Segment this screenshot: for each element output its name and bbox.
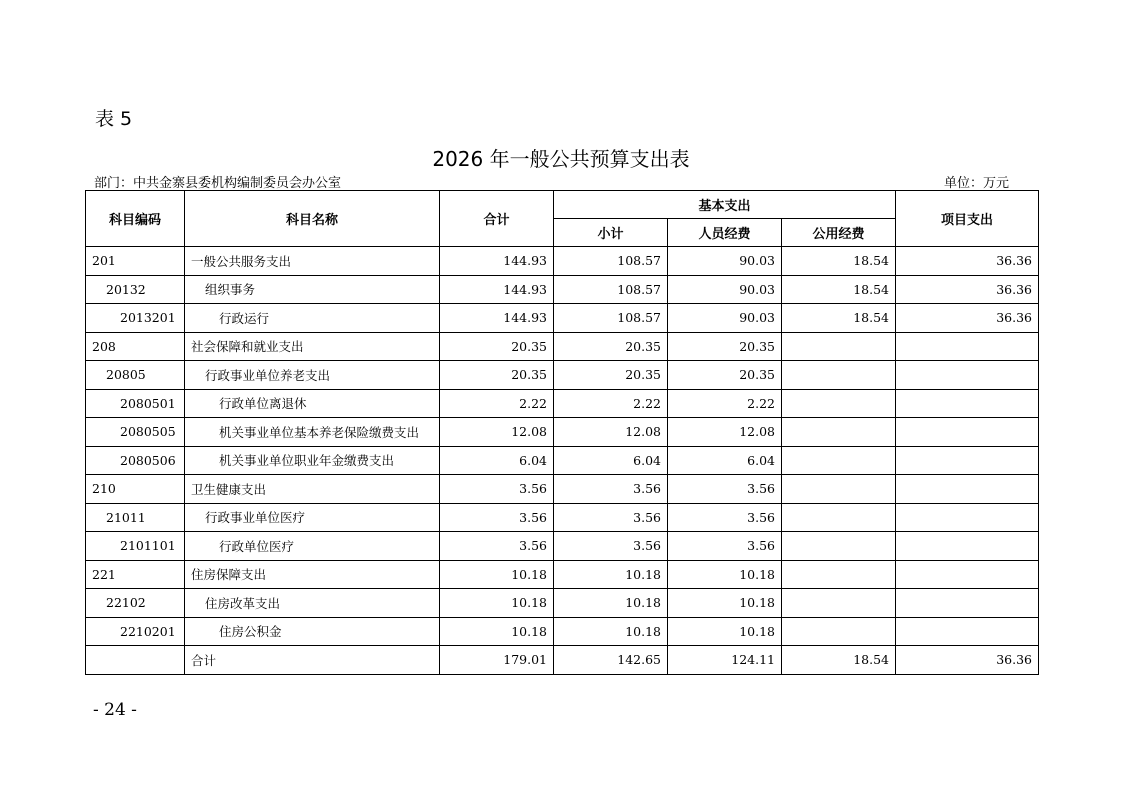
cell-personnel: 6.04 (668, 446, 782, 475)
cell-total: 12.08 (440, 418, 554, 447)
cell-personnel: 20.35 (668, 332, 782, 361)
table-row (86, 560, 1039, 589)
cell-code: 201 (86, 247, 185, 276)
cell-personnel: 10.18 (668, 589, 782, 618)
page-number: - 24 - (93, 700, 137, 720)
cell-code: 208 (86, 332, 185, 361)
cell-subtotal: 108.57 (554, 304, 668, 333)
cell-total: 144.93 (440, 275, 554, 304)
cell-total: 20.35 (440, 332, 554, 361)
cell-project: 36.36 (896, 247, 1039, 276)
cell-total: 6.04 (440, 446, 554, 475)
table-row (86, 589, 1039, 618)
table-label: 表 5 (95, 108, 133, 130)
cell-project (896, 589, 1039, 618)
header-code: 科目编码 (86, 191, 185, 247)
table-row (86, 532, 1039, 561)
cell-code: 2080505 (86, 418, 185, 447)
header-total: 合计 (440, 191, 554, 247)
cell-project (896, 560, 1039, 589)
table-row (86, 304, 1039, 333)
cell-personnel: 90.03 (668, 304, 782, 333)
cell-name: 行政事业单位养老支出 (185, 361, 440, 390)
cell-code: 20132 (86, 275, 185, 304)
header-project: 项目支出 (896, 191, 1039, 247)
cell-subtotal: 12.08 (554, 418, 668, 447)
cell-total: 3.56 (440, 503, 554, 532)
cell-public (782, 503, 896, 532)
page-title: 2026 年一般公共预算支出表 (432, 147, 690, 171)
cell-total: 179.01 (440, 646, 554, 675)
cell-public: 18.54 (782, 646, 896, 675)
table-row (86, 389, 1039, 418)
header-public: 公用经费 (782, 219, 896, 247)
cell-public (782, 446, 896, 475)
cell-subtotal: 108.57 (554, 247, 668, 276)
cell-personnel: 2.22 (668, 389, 782, 418)
budget-table (85, 190, 1039, 675)
cell-project (896, 332, 1039, 361)
header-personnel: 人员经费 (668, 219, 782, 247)
cell-public (782, 560, 896, 589)
cell-code: 20805 (86, 361, 185, 390)
cell-code: 2080501 (86, 389, 185, 418)
table-row (86, 361, 1039, 390)
cell-total: 144.93 (440, 304, 554, 333)
cell-personnel: 3.56 (668, 475, 782, 504)
cell-code: 2210201 (86, 617, 185, 646)
cell-name: 机关事业单位职业年金缴费支出 (185, 446, 440, 475)
cell-subtotal: 142.65 (554, 646, 668, 675)
cell-project: 36.36 (896, 304, 1039, 333)
cell-project (896, 446, 1039, 475)
cell-name: 行政事业单位医疗 (185, 503, 440, 532)
cell-subtotal: 3.56 (554, 532, 668, 561)
cell-public (782, 332, 896, 361)
cell-public (782, 617, 896, 646)
cell-name: 行政单位医疗 (185, 532, 440, 561)
cell-public: 18.54 (782, 275, 896, 304)
cell-code: 2013201 (86, 304, 185, 333)
cell-public (782, 361, 896, 390)
cell-subtotal: 108.57 (554, 275, 668, 304)
cell-code: 21011 (86, 503, 185, 532)
header-basic: 基本支出 (554, 191, 896, 219)
cell-project (896, 418, 1039, 447)
cell-project (896, 475, 1039, 504)
cell-code: 22102 (86, 589, 185, 618)
cell-code: 2080506 (86, 446, 185, 475)
cell-personnel: 20.35 (668, 361, 782, 390)
cell-name: 住房保障支出 (185, 560, 440, 589)
table-row (86, 503, 1039, 532)
cell-subtotal: 2.22 (554, 389, 668, 418)
table-row (86, 418, 1039, 447)
cell-public (782, 475, 896, 504)
total-row (86, 646, 1039, 675)
cell-code (86, 646, 185, 675)
cell-project (896, 503, 1039, 532)
table-row (86, 446, 1039, 475)
table-row (86, 332, 1039, 361)
cell-name: 行政运行 (185, 304, 440, 333)
cell-total: 3.56 (440, 532, 554, 561)
cell-subtotal: 10.18 (554, 560, 668, 589)
cell-subtotal: 6.04 (554, 446, 668, 475)
cell-subtotal: 10.18 (554, 617, 668, 646)
cell-public (782, 389, 896, 418)
cell-personnel: 3.56 (668, 532, 782, 561)
cell-subtotal: 10.18 (554, 589, 668, 618)
cell-name: 住房改革支出 (185, 589, 440, 618)
cell-total: 2.22 (440, 389, 554, 418)
cell-subtotal: 20.35 (554, 361, 668, 390)
cell-subtotal: 3.56 (554, 475, 668, 504)
cell-personnel: 124.11 (668, 646, 782, 675)
cell-public (782, 418, 896, 447)
cell-personnel: 90.03 (668, 275, 782, 304)
cell-name: 机关事业单位基本养老保险缴费支出 (185, 418, 440, 447)
cell-name: 住房公积金 (185, 617, 440, 646)
cell-total: 10.18 (440, 589, 554, 618)
cell-total: 20.35 (440, 361, 554, 390)
cell-project: 36.36 (896, 275, 1039, 304)
cell-public: 18.54 (782, 247, 896, 276)
table-row (86, 617, 1039, 646)
cell-code: 210 (86, 475, 185, 504)
cell-code: 221 (86, 560, 185, 589)
header-subtotal: 小计 (554, 219, 668, 247)
cell-personnel: 90.03 (668, 247, 782, 276)
cell-public (782, 532, 896, 561)
cell-name: 一般公共服务支出 (185, 247, 440, 276)
cell-total: 10.18 (440, 617, 554, 646)
cell-name: 社会保障和就业支出 (185, 332, 440, 361)
cell-subtotal: 20.35 (554, 332, 668, 361)
cell-public (782, 589, 896, 618)
cell-project (896, 389, 1039, 418)
cell-subtotal: 3.56 (554, 503, 668, 532)
cell-personnel: 12.08 (668, 418, 782, 447)
cell-name: 行政单位离退休 (185, 389, 440, 418)
cell-name: 合计 (185, 646, 440, 675)
cell-code: 2101101 (86, 532, 185, 561)
cell-project (896, 617, 1039, 646)
unit-label: 单位：万元 (943, 176, 1009, 191)
cell-public: 18.54 (782, 304, 896, 333)
cell-name: 卫生健康支出 (185, 475, 440, 504)
cell-total: 144.93 (440, 247, 554, 276)
cell-total: 10.18 (440, 560, 554, 589)
table-row (86, 275, 1039, 304)
cell-personnel: 3.56 (668, 503, 782, 532)
cell-project (896, 532, 1039, 561)
department-label: 部门：中共金寨县委机构编制委员会办公室 (94, 176, 342, 191)
cell-personnel: 10.18 (668, 560, 782, 589)
cell-personnel: 10.18 (668, 617, 782, 646)
cell-total: 3.56 (440, 475, 554, 504)
cell-project: 36.36 (896, 646, 1039, 675)
table-row (86, 475, 1039, 504)
cell-name: 组织事务 (185, 275, 440, 304)
header-name: 科目名称 (185, 191, 440, 247)
cell-project (896, 361, 1039, 390)
table-row (86, 247, 1039, 276)
